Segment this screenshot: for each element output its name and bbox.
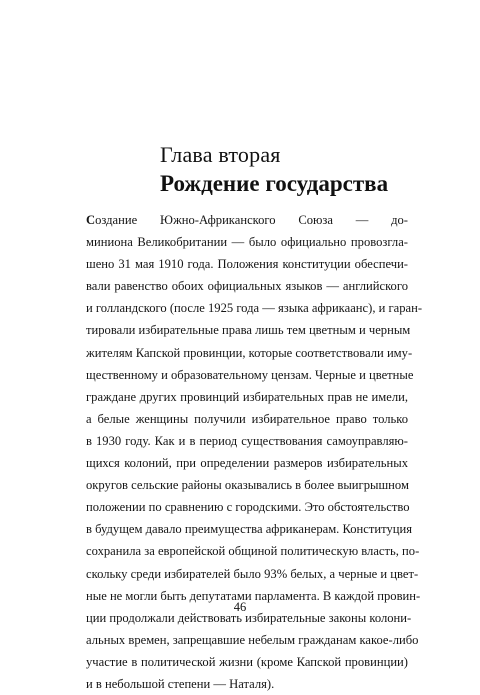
- page-number: 46: [233, 600, 247, 614]
- text-line: скольку среди избирателей было 93% белых, а черные и цвет-: [86, 566, 419, 581]
- text-line: участие в политической жизни (кроме Капской провинции): [86, 654, 408, 669]
- text-line: [86, 209, 408, 231]
- text-line: альных времен, запрещавшие небелым гражданам какое-либо: [86, 632, 419, 647]
- text-line: ции продолжали действовать избирательные законы колони-: [86, 610, 412, 625]
- text-line: вали равенство обоих официальных языков — английского: [86, 279, 408, 294]
- text-line-content: оздание Южно-Африканского Союза — до-: [95, 213, 408, 227]
- text-line: округов сельские районы оказывались в более выигрышном: [86, 478, 409, 493]
- text-line: жителям Капской провинции, которые соответствовали иму-: [86, 345, 413, 360]
- chapter-label: Глава вторая: [160, 142, 281, 167]
- text-line: шено 31 мая 1910 года. Положения конституции обеспечи-: [86, 257, 408, 272]
- text-line: граждане других провинций избирательных прав не имели,: [86, 389, 408, 404]
- text-line: и голландского (после 1925 года — языка африкаанс), и гаран-: [86, 301, 423, 316]
- text-line: щественному и образовательному цензам. Черные и цветные: [86, 367, 414, 382]
- text-line: положении по сравнению с городскими. Это обстоятельство: [86, 500, 410, 515]
- text-line: а белые женщины получили избирательное право только: [86, 411, 408, 426]
- text-line: тировали избирательные права лишь тем цветным и черным: [86, 323, 411, 338]
- text-line: и в небольшой степени — Наталя).: [86, 676, 275, 691]
- text-line: миниона Великобритании — было официально провозгла-: [86, 235, 408, 250]
- first-letter: С: [86, 213, 96, 227]
- body-text: [86, 209, 423, 695]
- chapter-title: Рождение государства: [160, 171, 389, 196]
- text-line: сохранила за европейской общиной политическую власть, по-: [86, 544, 420, 559]
- text-line: в будущем давало преимущества африканерам. Конституция: [86, 522, 413, 537]
- text-line: щихся колоний, при определении размеров избирательных: [86, 456, 408, 471]
- text-line: в 1930 году. Как и в период существования самоуправляю-: [86, 433, 408, 448]
- text-line: ные не могли быть депутатами парламента. В каждой провин-: [86, 588, 421, 603]
